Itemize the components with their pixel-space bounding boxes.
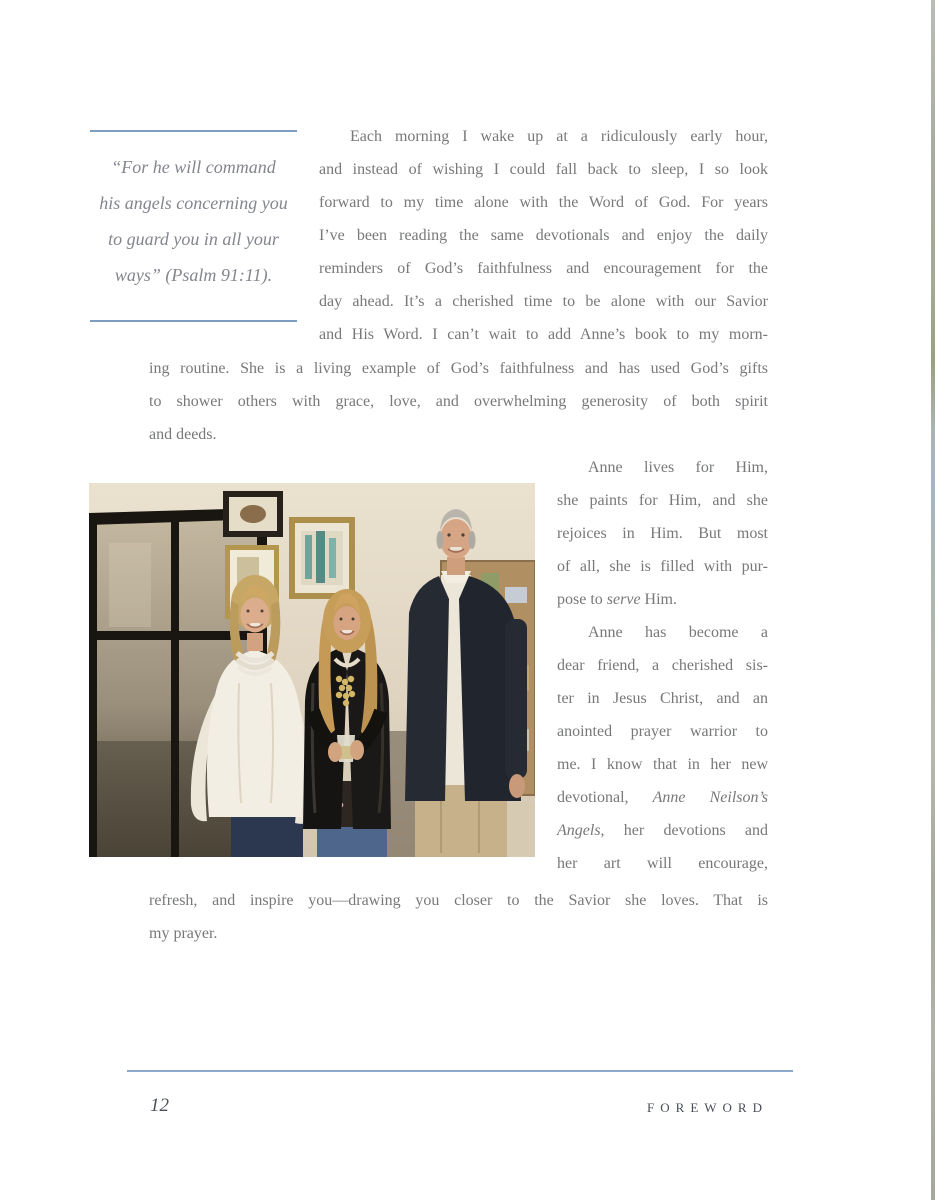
paragraph-3-full-width <box>149 884 768 950</box>
text-line: she paints for Him, and she <box>557 492 768 509</box>
paragraph-1-beside-quote <box>319 120 768 351</box>
text-line: reminders of God’s faithfulness and encouragement for the <box>319 260 768 277</box>
text-line: and deeds. <box>149 426 217 443</box>
text-line: devotional, Anne Neilson’s <box>557 789 768 806</box>
text-line: ter in Jesus Christ, and an <box>557 690 768 707</box>
pull-quote-line: his angels concerning you <box>99 193 288 213</box>
text-line: of all, she is filled with pur- <box>557 558 768 575</box>
text-line: my prayer. <box>149 925 218 942</box>
emphasized-word: serve <box>606 591 641 608</box>
text-line: refresh, and inspire you—drawing you closer to the Savior she loves. That is <box>149 892 768 909</box>
text-line: forward to my time alone with the Word of God. For years <box>319 194 768 211</box>
pull-quote-line: to guard you in all your <box>108 229 279 249</box>
text-line: anointed prayer warrior to <box>557 723 768 740</box>
pull-quote-line: “For he will command <box>111 157 276 177</box>
text-line: rejoices in Him. But most <box>557 525 768 542</box>
text-line: Each morning I wake up at a ridiculously early hour, <box>350 128 768 145</box>
text-line: I’ve been reading the same devotionals and enjoy the daily <box>319 227 768 244</box>
text-line: and His Word. I can’t wait to add Anne’s book to my morn- <box>319 326 768 343</box>
paragraph-1-full-width <box>149 352 768 451</box>
text-line: Angels, her devotions and <box>557 822 768 839</box>
text-line: me. I know that in her new <box>557 756 768 773</box>
scan-edge-stripe <box>931 0 935 1200</box>
photo-three-people <box>89 483 535 857</box>
text-line: Anne has become a <box>588 624 768 641</box>
book-title-part: Anne Neilson’s <box>652 789 768 806</box>
paragraphs-beside-photo <box>557 451 768 880</box>
book-title-part: Angels <box>557 822 601 839</box>
pull-quote-line: ways” (Psalm 91:11). <box>114 265 273 285</box>
text-line: her art will encourage, <box>557 855 768 872</box>
text-line: to shower others with grace, love, and overwhelming generosity of both spirit <box>149 393 768 410</box>
footer-rule <box>127 1070 793 1072</box>
photo-illustration <box>89 483 535 857</box>
text-line: ing routine. She is a living example of God’s faithfulness and has used God’s gifts <box>149 360 768 377</box>
text-line: dear friend, a cherished sis- <box>557 657 768 674</box>
section-label: FOREWORD <box>647 1100 768 1115</box>
text-line: day ahead. It’s a cherished time to be alone with our Savior <box>319 293 768 310</box>
text-line: pose to serve Him. <box>557 591 677 608</box>
text-line: and instead of wishing I could fall back to sleep, I so look <box>319 161 768 178</box>
pull-quote <box>90 130 297 322</box>
text-line: Anne lives for Him, <box>588 459 768 476</box>
page-number: 12 <box>150 1095 169 1116</box>
